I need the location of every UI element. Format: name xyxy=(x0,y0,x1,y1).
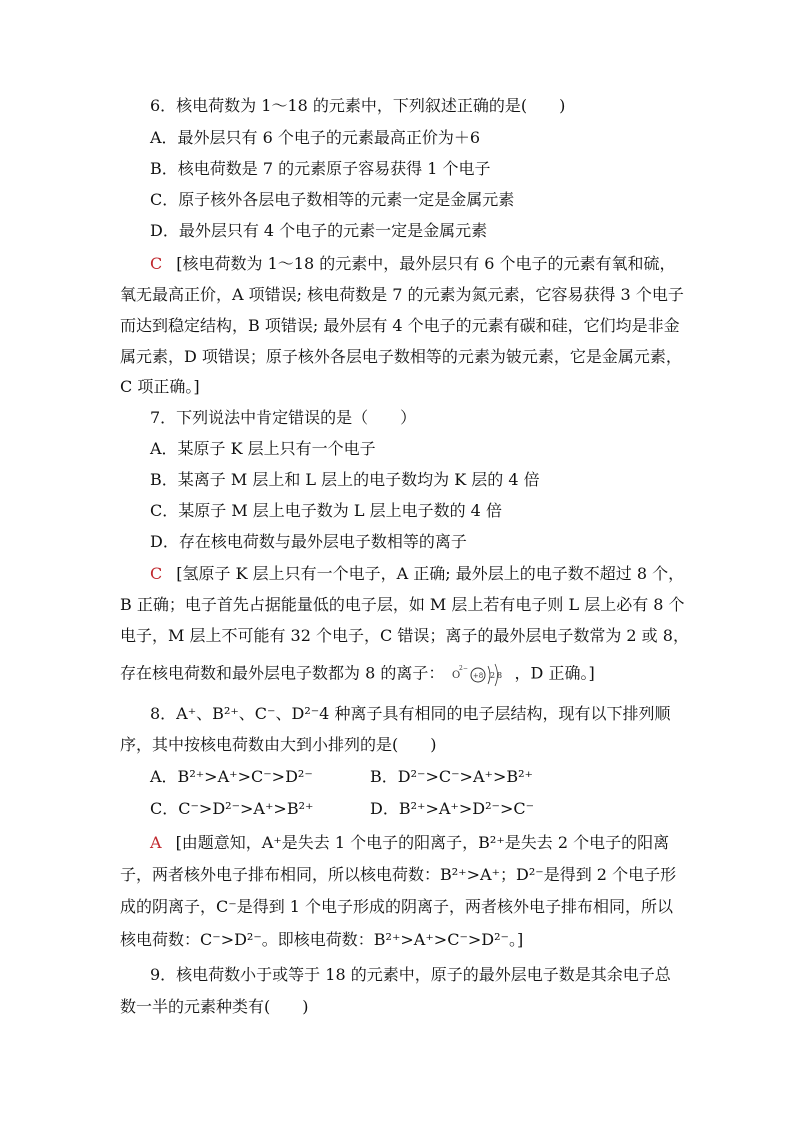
q6-option-d: D．最外层只有 4 个电子的元素一定是金属元素 xyxy=(150,221,488,240)
q8-explanation-line-3: 成的阴离子，C⁻是得到 1 个电子形成的阴离子，两者核外电子排布相同，所以 xyxy=(120,897,674,916)
q6-explanation-line-3: 而达到稳定结构，B 项错误; 最外层有 4 个电子的元素有碳和硅，它们均是非金 xyxy=(120,316,680,335)
q8-explanation-line-1: A [由题意知，A⁺是失去 1 个电子的阳离子，B²⁺是失去 2 个电子的阳离 xyxy=(150,833,670,852)
ion-symbol: O xyxy=(452,670,461,681)
q6-stem: 6．核电荷数为 1～18 的元素中，下列叙述正确的是( ) xyxy=(150,96,566,115)
q7-option-b: B．某离子 M 层上和 L 层上的电子数均为 K 层的 4 倍 xyxy=(150,470,540,489)
q6-explanation-line-4: 属元素，D 项错误；原子核外各层电子数相等的元素为铍元素，它是金属元素， xyxy=(120,347,682,366)
q8-option-b: B．D²⁻>C⁻>A⁺>B²⁺ xyxy=(370,767,533,786)
q7-option-d: D．存在核电荷数与最外层电子数相等的离子 xyxy=(150,532,467,551)
nucleus-charge: +8 xyxy=(473,672,484,680)
q9-stem-line-1: 9．核电荷数小于或等于 18 的元素中，原子的最外层电子数是其余电子总 xyxy=(150,965,671,984)
ion-charge: 2− xyxy=(459,665,469,672)
q6-option-b: B．核电荷数是 7 的元素原子容易获得 1 个电子 xyxy=(150,159,491,178)
q7-explanation-line-4: 存在核电荷数和最外层电子数都为 8 的离子： O 2− +8 2 8 ，D 正确。] xyxy=(120,661,595,687)
q7-explanation-line-2: B 正确；电子首先占据能量低的电子层，如 M 层上若有电子则 L 层上必有 8 个 xyxy=(120,595,685,614)
q8-option-d: D．B²⁺>A⁺>D²⁻>C⁻ xyxy=(370,799,535,818)
q7-answer: C xyxy=(150,564,163,583)
oxide-ion-structure-diagram xyxy=(451,661,507,687)
q7-stem: 7．下列说法中肯定错误的是（ ） xyxy=(150,408,417,427)
q8-stem-line-1: 8．A⁺、B²⁺、C⁻、D²⁻4 种离子具有相同的电子层结构，现有以下排列顺 xyxy=(150,704,671,723)
q8-stem-line-2: 序，其中按核电荷数由大到小排列的是( ) xyxy=(120,735,437,754)
q8-option-a: A．B²⁺>A⁺>C⁻>D²⁻ xyxy=(150,767,313,786)
q6-explanation-line-5: C 项正确。] xyxy=(120,377,200,396)
q8-explanation-line-2: 子，两者核外电子排布相同，所以核电荷数：B²⁺>A⁺；D²⁻是得到 2 个电子形 xyxy=(120,865,677,884)
q9-stem-line-2: 数一半的元素种类有( ) xyxy=(120,997,309,1016)
q8-options-row-2 xyxy=(150,799,710,819)
q6-answer: C xyxy=(150,254,163,273)
q7-option-c: C．某原子 M 层上电子数为 L 层上电子数的 4 倍 xyxy=(150,501,502,520)
q8-options-row-1 xyxy=(150,767,710,787)
q6-explanation-line-2: 氧无最高正价，A 项错误; 核电荷数是 7 的元素为氮元素，它容易获得 3 个电子 xyxy=(120,285,684,304)
q7-explanation-line-1: C [氢原子 K 层上只有一个电子，A 正确; 最外层上的电子数不超过 8 个， xyxy=(150,564,685,583)
q7-option-a: A．某原子 K 层上只有一个电子 xyxy=(150,439,376,458)
q8-option-c: C．C⁻>D²⁻>A⁺>B²⁺ xyxy=(150,799,314,818)
q6-option-c: C．原子核外各层电子数相等的元素一定是金属元素 xyxy=(150,190,515,209)
q8-answer: A xyxy=(150,833,162,852)
shell-2-count: 8 xyxy=(497,671,503,680)
q6-explanation-line-1: C [核电荷数为 1～18 的元素中，最外层只有 6 个电子的元素有氧和硫， xyxy=(150,254,676,273)
q8-explanation-line-4: 核电荷数：C⁻>D²⁻。即核电荷数：B²⁺>A⁺>C⁻>D²⁻。] xyxy=(120,930,524,949)
q7-explanation-line-3: 电子，M 层上不可能有 32 个电子，C 错误；离子的最外层电子数常为 2 或 8， xyxy=(120,626,689,645)
q6-option-a: A．最外层只有 6 个电子的元素最高正价为＋6 xyxy=(150,128,481,147)
shell-1-count: 2 xyxy=(490,671,496,680)
